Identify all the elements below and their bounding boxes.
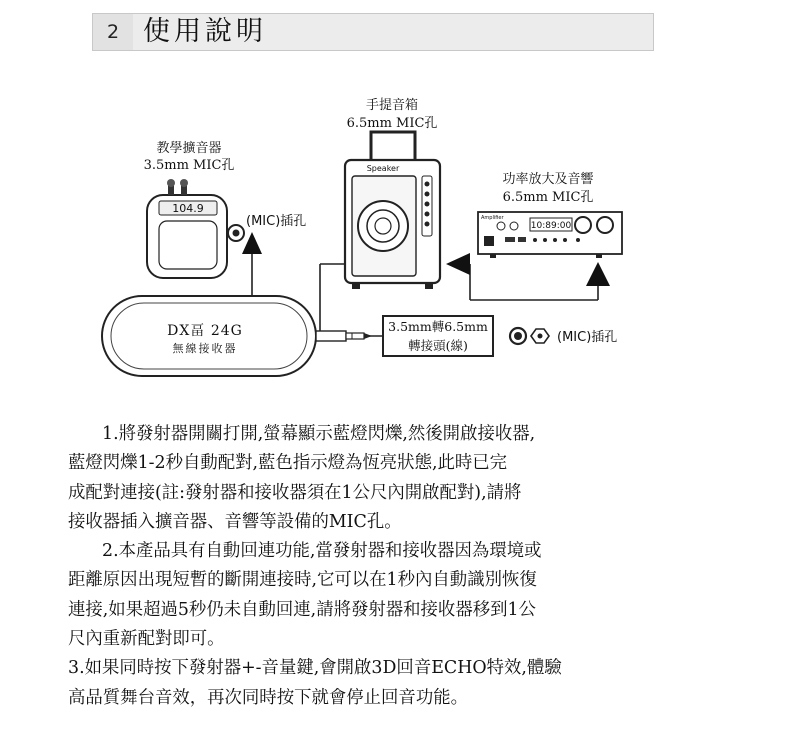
instruction-line: 連接,如果超過5秒仍未自動回連,請將發射器和接收器移到1公 xyxy=(68,599,536,620)
power-amp-title: 功率放大及音響 xyxy=(502,172,594,187)
jack-icons xyxy=(510,328,549,344)
receiver-name: 無線接收器 xyxy=(172,342,238,355)
teaching-amp-spec: 3.5mm MIC孔 xyxy=(143,158,235,173)
teaching-amplifier xyxy=(147,179,244,278)
speaker-spec: 6.5mm MIC孔 xyxy=(346,116,438,131)
arrow-up-amp xyxy=(586,262,610,286)
arrow-up-left xyxy=(242,232,262,254)
adapter-line2: 轉接頭(線) xyxy=(408,338,468,353)
section-title: 使用說明 xyxy=(143,16,267,47)
instruction-line: 藍燈閃爍1-2秒自動配對,藍色指示燈為恆亮狀態,此時已完 xyxy=(68,453,508,474)
instructions-text xyxy=(68,420,708,713)
power-amp-brand: Amplifier xyxy=(481,215,504,221)
instruction-line: 1.將發射器開關打開,螢幕顯示藍燈閃爍,然後開啟接收器, xyxy=(102,424,536,444)
power-amp-spec: 6.5mm MIC孔 xyxy=(502,190,594,205)
instruction-line: 2.本產品具有自動回連功能,當發射器和接收器因為環境或 xyxy=(102,541,542,562)
instruction-line: 尺內重新配對即可。 xyxy=(68,629,225,650)
teaching-amp-jack-label: (MIC)插孔 xyxy=(246,214,307,229)
teaching-amp-display: 104.9 xyxy=(172,202,204,215)
instruction-line: 距離原因出現短暫的斷開連接時,它可以在1秒內自動識別恢復 xyxy=(68,570,537,591)
adapter-line1: 3.5mm轉6.5mm xyxy=(388,319,488,334)
power-amp-display: 10:89:00 xyxy=(530,221,572,231)
speaker-brand: Speaker xyxy=(366,164,400,173)
arrow-left-speaker xyxy=(446,253,470,275)
section-number: 2 xyxy=(93,14,133,50)
receiver-model: DX畐 24G xyxy=(167,323,243,339)
teaching-amp-title: 教學擴音器 xyxy=(156,141,222,156)
instruction-line: 高品質舞台音效，再次同時按下就會停止回音功能。 xyxy=(68,687,468,708)
portable-speaker xyxy=(345,132,440,289)
jack-label-right: (MIC)插孔 xyxy=(557,330,618,345)
instruction-line: 3.如果同時按下發射器+-音量鍵,會開啟3D回音ECHO特效,體驗 xyxy=(68,658,562,679)
instruction-line: 成配對連接(註:發射器和接收器須在1公尺內開啟配對),請將 xyxy=(68,482,522,503)
instruction-line: 接收器插入擴音器、音響等設備的MIC孔。 xyxy=(68,511,402,532)
speaker-title: 手提音箱 xyxy=(365,98,419,113)
